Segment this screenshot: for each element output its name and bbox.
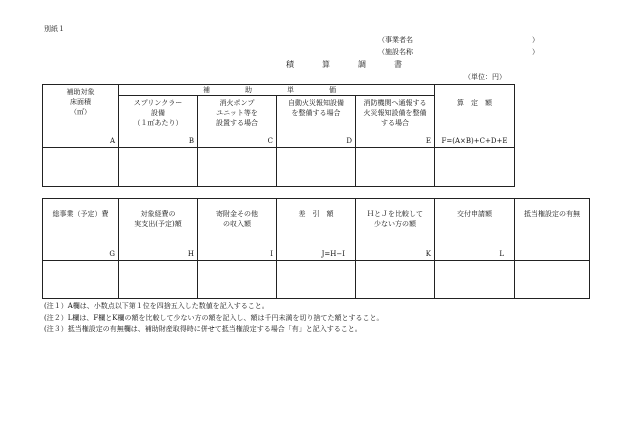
attachment-label: 別紙１ xyxy=(44,25,65,33)
col-j-letter: J=H−I xyxy=(321,250,345,258)
col-k-letter: K xyxy=(425,250,431,258)
facility-name-field: （施設名称 ） xyxy=(378,48,539,56)
col-d-input[interactable] xyxy=(277,148,356,187)
col-h-line1: 対象経費の xyxy=(140,210,176,218)
col-k-line2: 少ない方の額 xyxy=(374,220,416,228)
col-c-line1: 消火ポンプ xyxy=(219,99,255,107)
col-b-line2: 設備 xyxy=(151,109,165,117)
col-a-line3: （㎡） xyxy=(70,108,91,116)
col-a-letter: A xyxy=(109,137,115,145)
col-b-letter: B xyxy=(188,137,194,145)
unit-label: （単位：円） xyxy=(464,73,506,81)
col-f-input[interactable] xyxy=(435,148,515,187)
col-k-line1: ＨとＪを比較して xyxy=(367,210,423,218)
col-mortgage-input[interactable] xyxy=(515,261,590,299)
col-k-header xyxy=(356,199,435,261)
col-d-letter: D xyxy=(346,137,352,145)
col-f-line1: 算 定 額 xyxy=(457,99,492,107)
col-j-header xyxy=(277,199,356,261)
col-h-header xyxy=(119,199,198,261)
col-j-input[interactable] xyxy=(277,261,356,299)
col-e-line2: 火災報知設備を整備 xyxy=(363,109,427,117)
note-2: (注２）L欄は、F欄とK欄の額を比較して少ない方の額を記入し、額は千円未満を切り捨てた額とすること。 xyxy=(44,314,384,322)
col-e-input[interactable] xyxy=(356,148,435,187)
col-j-line1: 差 引 額 xyxy=(298,210,334,218)
col-a-line1: 補助対象 xyxy=(66,88,95,96)
col-k-input[interactable] xyxy=(356,261,435,299)
col-b-header xyxy=(119,96,198,148)
note-3: (注３）抵当権設定の有無欄は、補助財産取得時に併せて抵当権設定する場合「有」と記入すること。 xyxy=(44,325,362,333)
col-mortgage-line1: 抵当権設定の有無 xyxy=(524,210,580,218)
col-c-line2: ユニット等を xyxy=(216,109,258,117)
calculation-table xyxy=(42,84,515,187)
col-e-line3: する場合 xyxy=(381,119,409,127)
col-l-input[interactable] xyxy=(435,261,515,299)
col-i-letter: I xyxy=(270,250,273,258)
col-e-header xyxy=(356,96,435,148)
col-b-line1: スプリンクラー xyxy=(133,99,183,107)
col-i-input[interactable] xyxy=(198,261,277,299)
col-i-header xyxy=(198,199,277,261)
col-h-line2: 実支出(予定)額 xyxy=(134,220,182,228)
col-g-letter: G xyxy=(109,250,115,258)
col-h-input[interactable] xyxy=(119,261,198,299)
col-a-header xyxy=(43,85,119,148)
col-l-letter: L xyxy=(499,250,504,258)
col-l-header xyxy=(435,199,515,261)
col-c-line3: 設置する場合 xyxy=(216,119,258,127)
col-d-header xyxy=(277,96,356,148)
note-1: (注１）A欄は、小数点以下第１位を四捨五入した数値を記入すること。 xyxy=(44,302,269,310)
business-name-field: （事業者名 ） xyxy=(378,36,539,44)
col-g-line1: 総事業（予定）費 xyxy=(52,210,109,218)
col-c-letter: C xyxy=(267,137,273,145)
col-l-line1: 交付申請額 xyxy=(457,210,492,218)
col-i-line2: の収入額 xyxy=(223,220,251,228)
col-a-input[interactable] xyxy=(43,148,119,187)
col-c-header xyxy=(198,96,277,148)
col-h-letter: H xyxy=(187,250,194,258)
col-mortgage-header xyxy=(515,199,590,261)
col-d-line2: を整備する場合 xyxy=(291,109,341,117)
col-a-line2: 床面積 xyxy=(70,98,91,106)
col-g-header xyxy=(43,199,119,261)
col-d-line1: 自動火災報知設備 xyxy=(288,99,344,107)
subsidy-unit-header xyxy=(119,85,435,96)
col-f-formula: F=(A×B)+C+D+E xyxy=(441,137,508,145)
application-table xyxy=(42,198,590,299)
col-b-line3: （１㎡あたり） xyxy=(133,119,183,127)
col-c-input[interactable] xyxy=(198,148,277,187)
document-title: 積 算 調 書 xyxy=(286,60,412,69)
col-f-header xyxy=(435,85,515,148)
subsidy-unit-label: 補 助 単 価 xyxy=(203,86,350,94)
col-g-input[interactable] xyxy=(43,261,119,299)
col-e-line1: 消防機関へ通報する xyxy=(363,99,427,107)
col-e-letter: E xyxy=(425,137,431,145)
col-b-input[interactable] xyxy=(119,148,198,187)
col-i-line1: 寄附金その他 xyxy=(216,210,258,218)
